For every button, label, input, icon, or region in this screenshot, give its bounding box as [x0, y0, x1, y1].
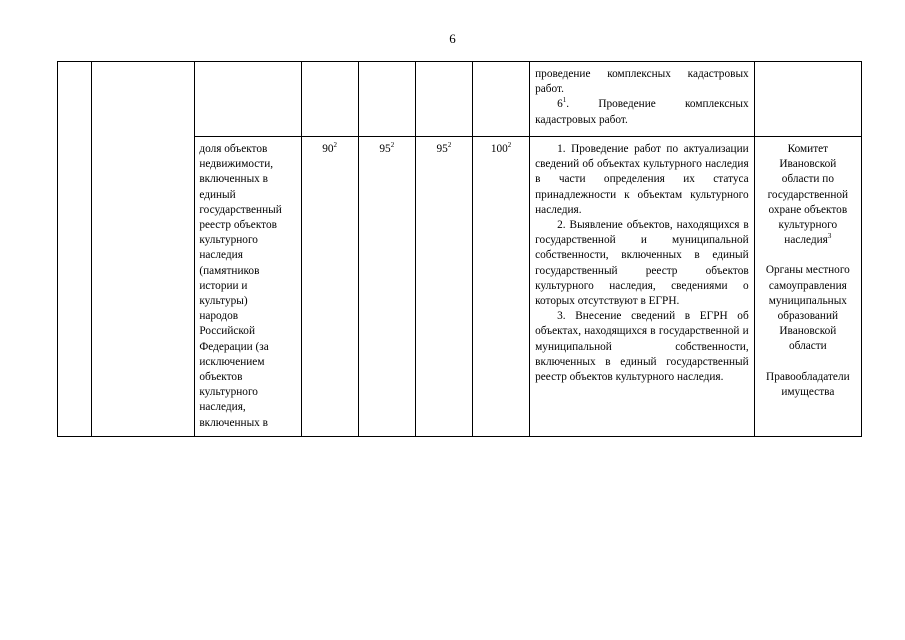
value-cell	[358, 62, 415, 137]
responsible-line: муниципальных	[768, 294, 847, 307]
indicator-line: недвижимости,	[199, 158, 274, 171]
responsible-line: государственной	[767, 188, 849, 201]
responsible-line: Органы местного	[765, 264, 850, 277]
activity-item: 3. Внесение сведений в ЕГРН об объектах, находящихся в государственной и муниципальной собственности, включенных в единый государственный реестр объектов культурного наследия.	[535, 310, 749, 384]
responsible-line: имущества	[781, 385, 835, 398]
value-cell: $95^2$	[415, 137, 472, 437]
indicator-line: культуры)	[199, 295, 248, 308]
value-cell	[473, 62, 530, 137]
indicator-cell	[195, 137, 301, 437]
responsible-line: области	[788, 340, 827, 353]
indicator-line: наследия	[199, 249, 243, 262]
indicator-line: наследия,	[199, 401, 246, 414]
indicator-line: государственный	[199, 203, 282, 216]
activity-item: 1. Проведение работ по актуализации сведений об объектах культурного наследия в части определения их статуса принадлежности к объектам культурного наследия.	[535, 143, 749, 216]
indicator-line: включенных в	[199, 416, 268, 429]
responsible-cell	[754, 137, 861, 437]
indicator-line: Российской	[199, 325, 256, 338]
responsible-cell	[754, 62, 861, 137]
indicator-line: культурного	[199, 386, 258, 399]
activities-cell	[530, 137, 755, 437]
responsible-line: Ивановской	[779, 158, 837, 171]
page-number: 6	[449, 31, 456, 46]
indicator-line: доля объектов	[199, 143, 268, 155]
responsible-line: наследия$^3$	[784, 232, 832, 247]
responsible-line: образований	[777, 310, 839, 323]
goal-cell	[92, 62, 195, 437]
indicator-line: объектов	[199, 371, 243, 384]
indicator-line: единый	[199, 188, 236, 201]
value-cell: $95^2$	[358, 137, 415, 437]
table-row	[58, 62, 862, 137]
indicator-cell	[195, 62, 301, 137]
activity-item: 2. Выявление объектов, находящихся в государственной и муниципальной собственности, включенных в единый государственный реестр объектов культурного наследия, сведениями о которых отсутствуют в ЕГРН.	[535, 219, 749, 308]
responsible-line: охране объектов	[768, 203, 848, 216]
value-cell	[301, 62, 358, 137]
indicator-line: истории и	[199, 279, 248, 292]
indicator-line: культурного	[199, 234, 258, 247]
indicator-line: Федерации (за	[199, 340, 269, 353]
responsible-line: области по	[781, 173, 834, 186]
responsible-line: культурного	[778, 219, 838, 232]
activity-text: проведение комплексных кадастровых работ.	[535, 68, 749, 96]
activities-cell	[530, 62, 755, 137]
value-cell: $90^2$	[301, 137, 358, 437]
indicator-line: реестр объектов	[199, 219, 277, 232]
responsible-line: Ивановской	[779, 325, 837, 338]
responsible-line: Комитет	[787, 143, 829, 155]
value-cell: $100^2$	[473, 137, 530, 437]
indicator-line: (памятников	[199, 264, 260, 277]
indicator-line: народов	[199, 310, 239, 323]
responsible-line: Правообладатели	[766, 370, 850, 383]
row-number-cell	[58, 62, 92, 437]
responsible-line: самоуправления	[768, 279, 847, 292]
indicator-line: исключением	[199, 355, 265, 368]
activity-sub-item: $6^1$. Проведение комплексных кадастровых работ.	[535, 96, 749, 126]
value-cell	[415, 62, 472, 137]
indicator-line: включенных в	[199, 173, 268, 186]
document-table	[57, 61, 862, 437]
